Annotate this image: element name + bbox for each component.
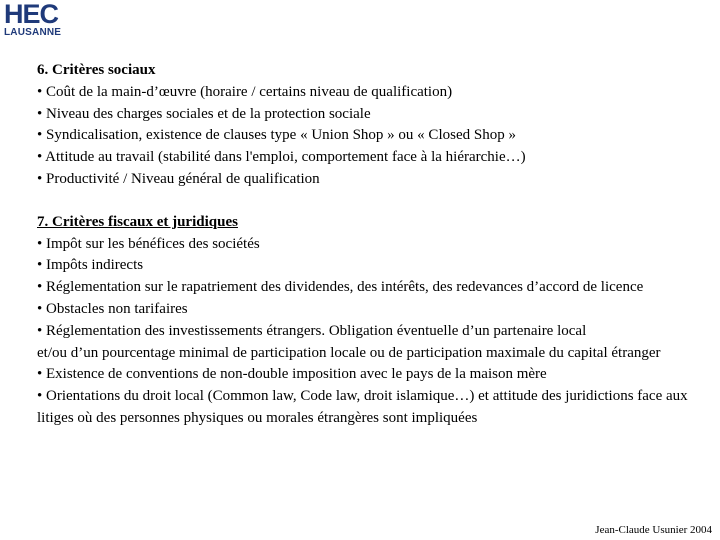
list-item: • Niveau des charges sociales et de la protection sociale — [37, 105, 371, 122]
list-item: • Impôts indirects — [37, 257, 144, 274]
logo-lausanne: LAUSANNE — [4, 27, 62, 38]
list-item: et/ou d’un pourcentage minimal de participation locale ou de participation maximale du capital étranger — [37, 344, 661, 361]
section-fiscal-legal-criteria — [37, 212, 702, 430]
section-6-heading: 6. Critères sociaux — [37, 62, 156, 78]
list-item: • Existence de conventions de non-double imposition avec le pays de la maison mère — [37, 366, 547, 383]
list-item: • Syndicalisation, existence de clauses type « Union Shop » ou « Closed Shop » — [37, 127, 516, 144]
list-item: • Coût de la main-d’œuvre (horaire / certains niveau de qualification) — [37, 83, 453, 100]
list-item: • Réglementation des investissements étrangers. Obligation éventuelle d’un partenaire local — [37, 322, 587, 339]
list-item: • Réglementation sur le rapatriement des dividendes, des intérêts, des redevances d’accord de licence — [37, 279, 644, 296]
list-item: • Orientations du droit local (Common law, Code law, droit islamique…) et attitude des juridictions face aux litiges où des personnes physiques ou morales étrangères sont impliquées — [37, 388, 688, 426]
list-item: • Attitude au travail (stabilité dans l'emploi, comportement face à la hiérarchie…) — [37, 149, 526, 166]
footer-author: Jean-Claude Usunier 2004 — [595, 524, 712, 536]
slide-body — [37, 60, 702, 430]
hec-lausanne-logo — [4, 2, 74, 38]
section-social-criteria — [37, 60, 702, 191]
list-item: • Obstacles non tarifaires — [37, 300, 188, 317]
section-7-heading: 7. Critères fiscaux et juridiques — [37, 213, 238, 230]
list-item: • Impôt sur les bénéfices des sociétés — [37, 235, 260, 252]
logo-hec: HEC — [4, 0, 59, 29]
list-item: • Productivité / Niveau général de qualification — [37, 170, 320, 187]
